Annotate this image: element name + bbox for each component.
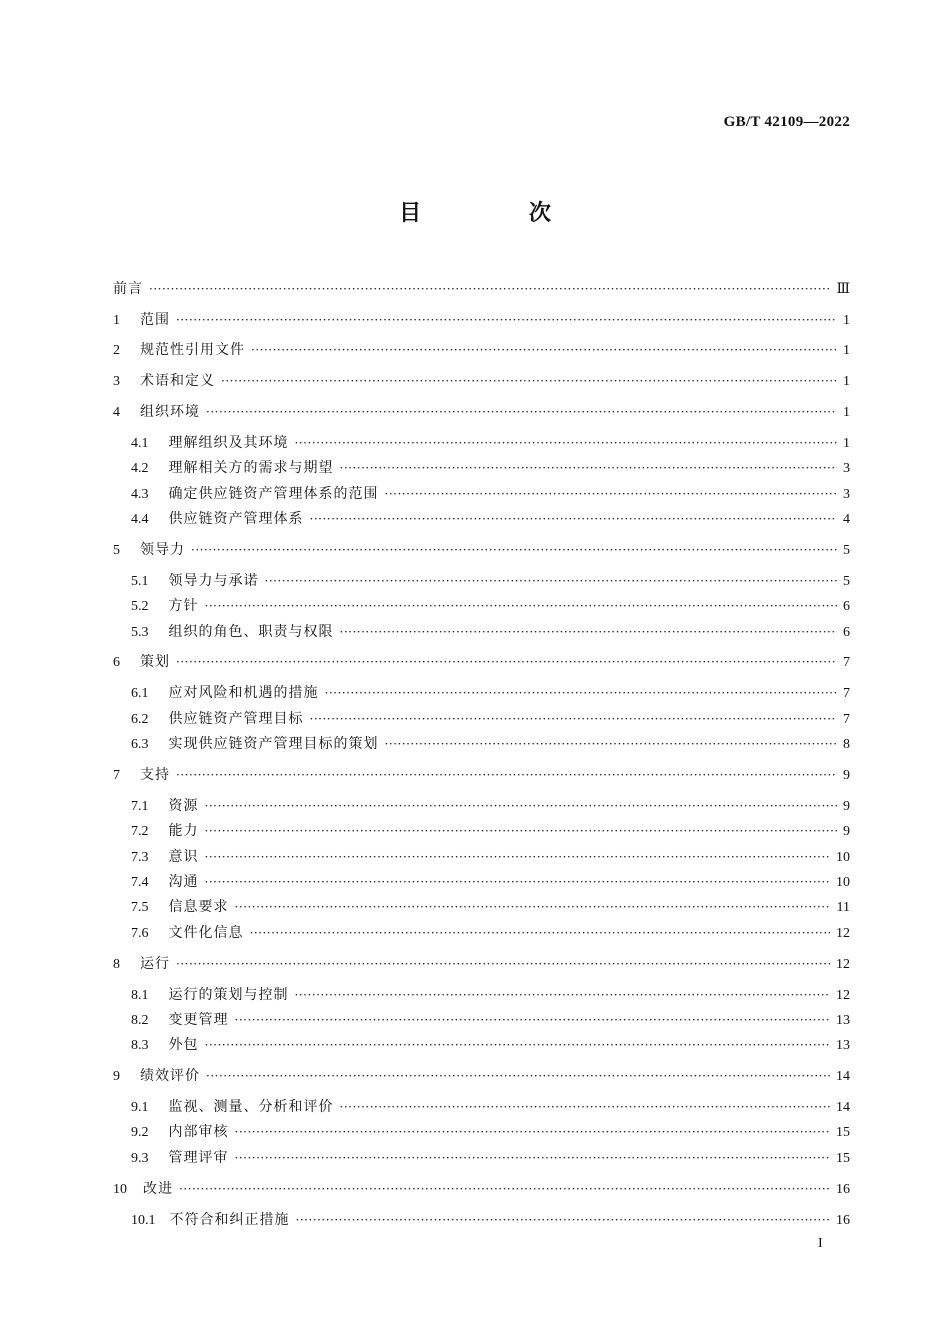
toc-entry-page: 14	[836, 1069, 850, 1084]
toc-entry-label: 文件化信息	[168, 925, 244, 941]
toc-entry-label: 组织的角色、职责与权限	[168, 624, 334, 640]
toc-entry-page: 12	[836, 988, 850, 1003]
toc-entry-number: 4.3	[131, 487, 149, 502]
toc-entry-label: 管理评审	[168, 1150, 229, 1166]
toc-entry-label: 理解组织及其环境	[168, 435, 289, 451]
toc-entry-number: 8.3	[131, 1038, 149, 1053]
toc-entry-number: 7.5	[131, 900, 149, 915]
toc-leader-dots	[205, 871, 831, 893]
toc-entry[interactable]	[131, 621, 850, 643]
toc-entry-label: 改进	[143, 1181, 173, 1197]
toc-entry-label: 意识	[168, 849, 199, 865]
toc-entry-label: 资源	[168, 798, 199, 814]
toc-entry-label: 不符合和纠正措施	[169, 1212, 290, 1228]
toc-entry[interactable]	[131, 795, 850, 817]
toc-entry-number: 3	[113, 374, 120, 389]
toc-entry-label: 内部审核	[168, 1124, 229, 1140]
toc-entry-label: 理解相关方的需求与期望	[168, 460, 334, 476]
toc-entry-page: 13	[836, 1013, 850, 1028]
toc-entry-number: 4.1	[131, 436, 149, 451]
toc-entry[interactable]	[113, 278, 850, 300]
toc-entry-page: 5	[843, 543, 850, 558]
toc-entry[interactable]	[131, 871, 850, 893]
toc-leader-dots	[179, 1178, 830, 1200]
toc-leader-dots	[340, 457, 838, 479]
toc-entry[interactable]	[131, 432, 850, 454]
toc-entry-number: 2	[113, 343, 120, 358]
toc-entry-label: 领导力	[140, 542, 185, 558]
toc-entry[interactable]	[113, 953, 850, 975]
page-title: 目 次	[399, 200, 601, 226]
toc-entry-number: 8.1	[131, 988, 149, 1003]
toc-entry-page: 9	[843, 824, 850, 839]
toc-entry-number: 7.2	[131, 824, 149, 839]
toc-entry-label: 支持	[140, 767, 170, 783]
toc-entry-page: 7	[843, 655, 850, 670]
toc-entry-label: 策划	[140, 654, 170, 670]
toc-entry[interactable]	[113, 1065, 850, 1087]
toc-entry-label: 供应链资产管理目标	[168, 711, 304, 727]
toc-entry-label: 运行	[140, 956, 170, 972]
toc-leader-dots	[385, 483, 838, 505]
toc-entry[interactable]	[131, 896, 850, 918]
toc-leader-dots	[235, 1009, 831, 1031]
toc-entry-label: 规范性引用文件	[140, 342, 245, 358]
toc-entry-page: 6	[843, 625, 850, 640]
toc-entry-page: 12	[836, 926, 850, 941]
toc-leader-dots	[176, 764, 837, 786]
toc-entry[interactable]	[131, 733, 850, 755]
toc-entry-page: 16	[836, 1213, 850, 1228]
standard-code: GB/T 42109—2022	[723, 114, 850, 130]
toc-entry-number: 8	[113, 957, 120, 972]
toc-leader-dots	[340, 621, 838, 643]
toc-entry-page: 12	[836, 957, 850, 972]
toc-leader-dots	[310, 508, 838, 530]
toc-entry[interactable]	[131, 682, 850, 704]
toc-entry[interactable]	[113, 339, 850, 361]
toc-entry[interactable]	[131, 708, 850, 730]
toc-entry-page: 11	[836, 900, 850, 915]
toc-leader-dots	[205, 846, 831, 868]
toc-entry-number: 8.2	[131, 1013, 149, 1028]
toc-entry-number: 7.4	[131, 875, 149, 890]
toc-entry-number: 10	[113, 1182, 127, 1197]
toc-entry[interactable]	[131, 1034, 850, 1056]
toc-entry-page: 3	[843, 461, 850, 476]
toc-entry-page: 3	[843, 487, 850, 502]
toc-leader-dots	[149, 278, 830, 300]
toc-entry-number: 1	[113, 313, 120, 328]
toc-leader-dots	[206, 1065, 830, 1087]
toc-entry-page: 13	[836, 1038, 850, 1053]
toc-leader-dots	[176, 309, 837, 331]
toc-leader-dots	[295, 432, 838, 454]
toc-entry-page: 1	[843, 343, 850, 358]
toc-entry-number: 5	[113, 543, 120, 558]
toc-entry-number: 6.1	[131, 686, 149, 701]
toc-entry-label: 能力	[168, 823, 199, 839]
toc-entry[interactable]	[131, 1009, 850, 1031]
toc-leader-dots	[295, 984, 831, 1006]
toc-entry[interactable]	[131, 984, 850, 1006]
toc-leader-dots	[205, 595, 838, 617]
toc-entry-page: 14	[836, 1100, 850, 1115]
toc-entry[interactable]	[131, 1121, 850, 1143]
toc-entry-page: 9	[843, 799, 850, 814]
toc-entry-label: 运行的策划与控制	[168, 987, 289, 1003]
toc-leader-dots	[221, 370, 837, 392]
toc-entry-page: 9	[843, 768, 850, 783]
toc-entry[interactable]	[131, 483, 850, 505]
toc-entry-page: 10	[836, 875, 850, 890]
toc-entry-label: 组织环境	[140, 404, 200, 420]
toc-leader-dots	[325, 682, 838, 704]
toc-entry[interactable]	[113, 370, 850, 392]
toc-leader-dots	[235, 896, 831, 918]
toc-entry-number: 7	[113, 768, 120, 783]
toc-entry-page: 10	[836, 850, 850, 865]
toc-entry-number: 5.2	[131, 599, 149, 614]
toc-entry[interactable]	[113, 309, 850, 331]
toc-entry-label: 变更管理	[168, 1012, 229, 1028]
toc-entry-page: 7	[843, 686, 850, 701]
toc-entry-number: 7.6	[131, 926, 149, 941]
toc-entry-label: 前言	[113, 281, 143, 297]
toc-entry-number: 9.1	[131, 1100, 149, 1115]
toc-leader-dots	[251, 339, 837, 361]
toc-leader-dots	[206, 401, 837, 423]
toc-leader-dots	[205, 820, 838, 842]
toc-entry-number: 6.3	[131, 737, 149, 752]
toc-entry-number: 10.1	[131, 1213, 156, 1228]
toc-entry-page: 6	[843, 599, 850, 614]
toc-entry-label: 方针	[168, 598, 199, 614]
toc-entry[interactable]	[113, 539, 850, 561]
toc-entry-page: 1	[843, 405, 850, 420]
toc-entry-page: 1	[843, 436, 850, 451]
toc-entry-number: 4	[113, 405, 120, 420]
toc-entry[interactable]	[113, 651, 850, 673]
toc-leader-dots	[340, 1096, 831, 1118]
toc-entry-label: 绩效评价	[140, 1068, 200, 1084]
toc-entry-page: 1	[843, 374, 850, 389]
toc-entry-number: 6	[113, 655, 120, 670]
toc-leader-dots	[205, 795, 838, 817]
toc-entry-page: 16	[836, 1182, 850, 1197]
toc-entry-page: 15	[836, 1151, 850, 1166]
toc-entry[interactable]	[113, 764, 850, 786]
toc-entry[interactable]	[131, 846, 850, 868]
toc-entry-page: 4	[843, 512, 850, 527]
toc-leader-dots	[205, 1034, 831, 1056]
toc-entry-number: 4.2	[131, 461, 149, 476]
toc-entry-number: 7.1	[131, 799, 149, 814]
toc-entry-number: 9	[113, 1069, 120, 1084]
toc-entry[interactable]	[113, 1178, 850, 1200]
toc-leader-dots	[191, 539, 837, 561]
toc-entry[interactable]	[131, 820, 850, 842]
toc-entry-label: 沟通	[168, 874, 199, 890]
page-folio: I	[818, 1236, 823, 1251]
toc-entry-label: 实现供应链资产管理目标的策划	[168, 736, 379, 752]
toc-entry-label: 应对风险和机遇的措施	[168, 685, 319, 701]
toc-entry-page: 15	[836, 1125, 850, 1140]
toc-leader-dots	[310, 708, 838, 730]
toc-entry[interactable]	[131, 1147, 850, 1169]
toc-entry[interactable]	[131, 595, 850, 617]
toc-entry-number: 7.3	[131, 850, 149, 865]
toc-entry-number: 5.3	[131, 625, 149, 640]
toc-entry-label: 术语和定义	[140, 373, 215, 389]
toc-entry-page: Ⅲ	[836, 282, 850, 297]
toc-entry-label: 信息要求	[168, 899, 229, 915]
toc-entry-number: 9.2	[131, 1125, 149, 1140]
toc-leader-dots	[176, 953, 830, 975]
toc-leader-dots	[296, 1209, 831, 1231]
toc-entry[interactable]	[113, 401, 850, 423]
toc-entry-label: 监视、测量、分析和评价	[168, 1099, 334, 1115]
toc-entry[interactable]	[131, 508, 850, 530]
toc-leader-dots	[250, 922, 831, 944]
toc-entry-label: 范围	[140, 312, 170, 328]
toc-leader-dots	[235, 1121, 831, 1143]
toc-entry-label: 确定供应链资产管理体系的范围	[168, 486, 379, 502]
toc-entry-page: 1	[843, 313, 850, 328]
toc-entry[interactable]	[131, 457, 850, 479]
toc-entry-label: 供应链资产管理体系	[168, 511, 304, 527]
toc-entry[interactable]	[131, 922, 850, 944]
toc-entry-number: 6.2	[131, 712, 149, 727]
toc-entry-label: 领导力与承诺	[168, 573, 259, 589]
toc-entry-number: 5.1	[131, 574, 149, 589]
toc-leader-dots	[385, 733, 838, 755]
toc-entry[interactable]	[131, 570, 850, 592]
toc-leader-dots	[235, 1147, 831, 1169]
toc-leader-dots	[176, 651, 837, 673]
toc-leader-dots	[265, 570, 838, 592]
toc-entry[interactable]	[131, 1209, 850, 1231]
toc-entry-number: 4.4	[131, 512, 149, 527]
toc-entry-number: 9.3	[131, 1151, 149, 1166]
toc-entry-page: 7	[843, 712, 850, 727]
toc-entry-page: 8	[843, 737, 850, 752]
toc-entry-label: 外包	[168, 1037, 199, 1053]
toc-entry[interactable]	[131, 1096, 850, 1118]
toc-entry-page: 5	[843, 574, 850, 589]
